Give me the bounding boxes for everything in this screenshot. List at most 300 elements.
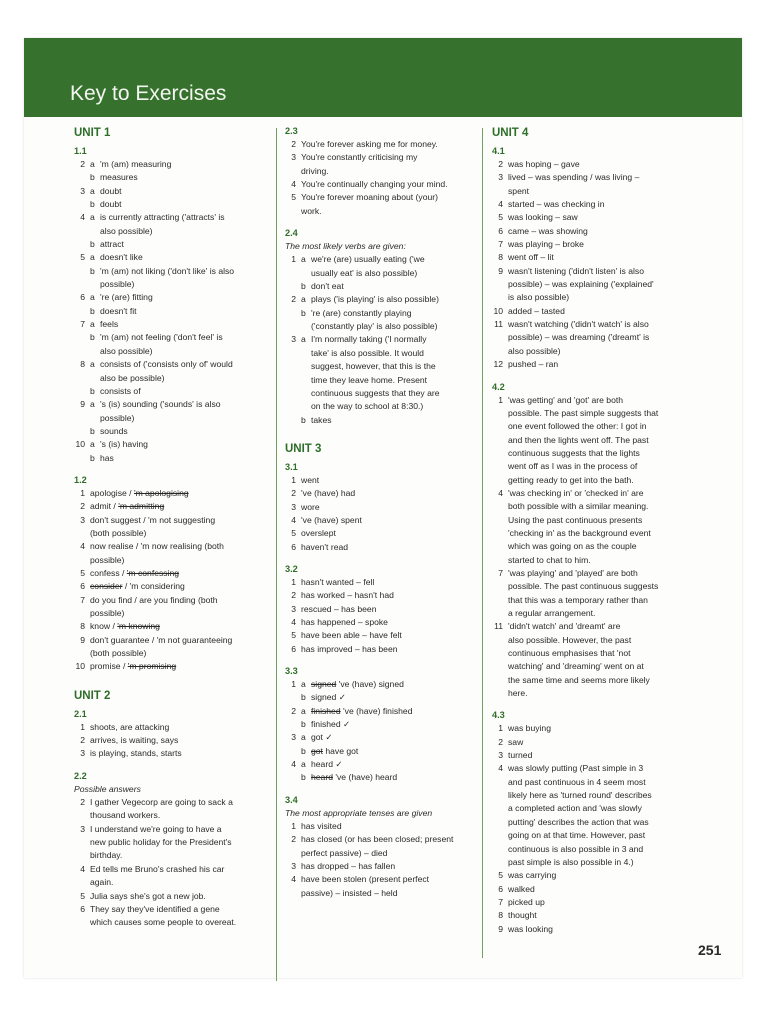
unit-heading: UNIT 4 (492, 127, 529, 139)
item-letter: a (301, 254, 306, 265)
column-2 (285, 125, 485, 900)
answer-line (74, 358, 274, 371)
item-letter: a (90, 159, 95, 169)
item-number: 6 (498, 225, 503, 236)
item-letter: a (90, 359, 95, 370)
answer-text: rescued – has been (301, 603, 377, 614)
item-number: 2 (291, 294, 296, 305)
item-number: 8 (498, 252, 503, 263)
item-number: 2 (291, 705, 296, 716)
item-letter: a (90, 399, 95, 410)
answer-text: signed ✓ (311, 692, 346, 703)
answer-line (285, 629, 485, 642)
item-number: 5 (498, 212, 503, 223)
answer-line (285, 191, 485, 204)
item-number: 6 (80, 581, 85, 592)
item-number: 9 (80, 634, 85, 645)
answer-text: 've (have) heard (332, 772, 398, 783)
item-number: 8 (498, 910, 503, 921)
answer-line (74, 198, 274, 211)
answer-text: doubt (100, 199, 122, 210)
item-number: 4 (291, 874, 296, 885)
struck-answer: 'm promising (127, 661, 177, 672)
header-banner (24, 38, 742, 117)
answer-text: started – was checking in (508, 199, 605, 210)
answer-continuation: ('constantly play' is also possible) (311, 321, 438, 332)
instruction-note: The most appropriate tenses are given (285, 807, 433, 818)
section-heading: 3.2 (285, 563, 298, 574)
section-heading: 4.3 (492, 710, 505, 721)
answer-text: You're forever asking me for money. (301, 139, 438, 149)
item-letter: b (90, 385, 95, 396)
answer-text: Julia says she's got a new job. (90, 890, 206, 901)
answer-continuation: possible. The past simple suggests that (508, 407, 659, 418)
answer-continuation: thousand workers. (90, 810, 161, 821)
answer-text: apologise / (90, 487, 134, 498)
item-number: 3 (80, 514, 85, 525)
answer-text: is currently attracting ('attracts' is (100, 212, 225, 223)
answer-line (492, 225, 702, 238)
item-number: 4 (498, 487, 503, 498)
answer-text: wasn't watching ('didn't watch' is also (508, 319, 649, 330)
answer-line (285, 333, 485, 346)
unit-heading: UNIT 3 (285, 442, 322, 455)
item-number: 4 (291, 179, 296, 190)
item-number: 2 (80, 797, 85, 808)
answer-line (285, 758, 485, 771)
item-number: 1 (291, 474, 296, 485)
answer-text: know / (90, 621, 118, 632)
item-number: 6 (291, 643, 296, 654)
page-title: Key to Exercises (70, 82, 227, 105)
item-letter: b (301, 772, 306, 783)
instruction-note: The most likely verbs are given: (285, 241, 406, 252)
answer-text: was carrying (508, 870, 557, 881)
item-number: 7 (80, 319, 85, 330)
item-number: 1 (291, 821, 296, 832)
item-number: 9 (498, 265, 503, 276)
answer-line (285, 833, 485, 846)
item-letter: b (90, 425, 95, 436)
answer-text: we're (are) usually eating ('we (311, 254, 425, 265)
answer-text: admit / (90, 501, 119, 512)
item-number: 2 (498, 159, 503, 169)
answer-text: 'was checking in' or 'checked in' are (508, 487, 644, 498)
answer-line (74, 452, 274, 465)
struck-answer: 'm admitting (118, 501, 165, 512)
answer-text: overslept (301, 528, 336, 539)
answer-continuation: continuous is also possible in 3 and (508, 843, 644, 854)
section-heading: 4.2 (492, 381, 505, 392)
answer-text: don't eat (311, 281, 344, 292)
item-number: 7 (80, 594, 85, 605)
answer-line (285, 820, 485, 833)
item-number: 12 (493, 359, 503, 370)
answer-continuation: possible) (90, 554, 125, 565)
item-letter: a (301, 732, 306, 743)
item-number: 4 (80, 863, 85, 874)
answer-text: 'm (am) not liking ('don't like' is also (100, 265, 235, 276)
answer-text: went off – lit (508, 252, 554, 263)
answer-continuation: 'checking in' as the background event (508, 527, 651, 538)
answer-line (492, 736, 702, 749)
spacer (285, 785, 485, 794)
item-number: 5 (498, 870, 503, 881)
answer-continuation: one event followed the other: I got in (508, 421, 647, 432)
answer-line (492, 762, 702, 775)
item-number: 4 (80, 212, 85, 223)
answer-line (492, 722, 702, 735)
answer-text: wasn't listening ('didn't listen' is also (508, 265, 645, 276)
answer-line (285, 307, 485, 320)
answer-line (74, 171, 274, 184)
answer-continuation: possible) – was explaining ('explained' (508, 279, 654, 290)
answer-line (492, 749, 702, 762)
answer-text: thought (508, 910, 537, 921)
answer-continuation: again. (90, 877, 114, 888)
answer-continuation: possible) (100, 412, 135, 423)
answer-text: doubt (100, 185, 122, 196)
answer-line (285, 643, 485, 656)
answer-continuation: went off as I was in the process of (508, 461, 638, 472)
item-letter: a (90, 252, 95, 263)
item-number: 4 (291, 616, 296, 627)
item-number: 4 (498, 763, 503, 774)
answer-continuation: and past continuous in 4 seem most (508, 776, 646, 787)
answer-line (74, 594, 274, 607)
answer-line (74, 385, 274, 398)
item-number: 3 (291, 603, 296, 614)
answer-line (285, 253, 485, 266)
item-letter: b (301, 719, 306, 730)
item-number: 3 (291, 334, 296, 345)
answer-text: I'm normally taking ('I normally (311, 334, 427, 345)
item-number: 8 (80, 359, 85, 370)
answer-continuation: suggest, however, that this is the (311, 361, 436, 372)
item-number: 5 (80, 252, 85, 263)
answer-line (285, 527, 485, 540)
answer-text: feels (100, 319, 119, 330)
section-heading: 1.2 (74, 474, 87, 485)
item-number: 1 (498, 723, 503, 734)
answer-text: has closed (or has been closed; present (301, 834, 454, 845)
item-number: 2 (498, 736, 503, 747)
answer-text: lived – was spending / was living – (508, 172, 640, 183)
column-1 (74, 125, 274, 930)
answer-line (285, 718, 485, 731)
answer-continuation: spent (508, 185, 530, 196)
answer-line (285, 691, 485, 704)
answer-line (492, 171, 702, 184)
item-letter: b (301, 281, 306, 292)
item-letter: b (90, 452, 95, 463)
spacer (285, 427, 485, 441)
item-number: 3 (80, 185, 85, 196)
answer-text: finished ✓ (311, 719, 351, 730)
answer-continuation: perfect passive) – died (301, 847, 388, 858)
answer-line (492, 318, 702, 331)
item-number: 5 (291, 192, 296, 203)
item-letter: a (90, 185, 95, 196)
item-number: 6 (80, 903, 85, 914)
item-letter: a (301, 294, 306, 305)
answer-line (285, 745, 485, 758)
answer-line (74, 500, 274, 513)
answer-text: promise / (90, 661, 128, 672)
answer-continuation: watching' and 'dreaming' went on at (508, 661, 644, 672)
answer-text: heard ✓ (311, 759, 343, 770)
answer-continuation: usually eat' is also possible) (311, 267, 418, 278)
item-number: 2 (80, 501, 85, 512)
answer-line (492, 211, 702, 224)
item-number: 2 (80, 735, 85, 746)
item-number: 5 (80, 890, 85, 901)
item-letter: b (90, 305, 95, 316)
item-number: 3 (80, 748, 85, 759)
item-letter: b (301, 307, 306, 318)
answer-continuation: possible) – was dreaming ('dreamt' is (508, 332, 650, 343)
item-number: 1 (80, 487, 85, 498)
answer-text: has dropped – has fallen (301, 861, 396, 872)
answer-line (492, 923, 702, 936)
answer-line (492, 265, 702, 278)
answer-text: has visited (301, 821, 342, 832)
answer-text: 're (are) constantly playing (311, 307, 412, 318)
answer-line (285, 705, 485, 718)
struck-answer: finished (311, 705, 341, 716)
answer-text: don't suggest / 'm not suggesting (90, 514, 216, 525)
answer-line (285, 873, 485, 886)
item-letter: a (90, 292, 95, 303)
answer-line (285, 138, 485, 151)
answer-text: 've (have) finished (340, 705, 413, 716)
answer-continuation: also be possible) (100, 372, 165, 383)
section-heading: 4.1 (492, 146, 505, 156)
answer-continuation: and then the lights went off. The past (508, 434, 649, 445)
answer-line (492, 305, 702, 318)
item-letter: a (90, 212, 95, 223)
answer-continuation: also possible) (100, 345, 153, 356)
answer-text: confess / (90, 567, 127, 578)
item-number: 1 (498, 394, 503, 405)
answer-continuation: that this was a temporary rather than (508, 594, 648, 605)
answer-continuation: also possible) (100, 225, 153, 236)
answer-continuation: which was going on as the couple (508, 541, 637, 552)
answer-text: was looking – saw (508, 212, 578, 223)
item-number: 11 (494, 319, 503, 330)
answer-continuation: new public holiday for the President's (90, 837, 232, 848)
answer-line (285, 860, 485, 873)
answer-text: saw (508, 736, 524, 747)
section-heading: 2.3 (285, 126, 298, 136)
answer-line (74, 438, 274, 451)
item-number: 3 (291, 861, 296, 872)
item-number: 4 (291, 759, 296, 770)
answer-text: have got (322, 745, 359, 756)
answer-text: They say they've identified a gene (90, 903, 220, 914)
answer-continuation: started to chat to him. (508, 554, 591, 565)
answer-text: 've (have) spent (301, 514, 362, 525)
answer-text: 've (have) signed (336, 679, 404, 689)
answer-line (285, 576, 485, 589)
item-number: 11 (494, 621, 503, 632)
answer-text: wore (301, 501, 320, 512)
answer-line (74, 634, 274, 647)
answer-continuation: also possible) (508, 345, 561, 356)
item-number: 4 (498, 199, 503, 210)
answer-continuation: a completed action and 'was slowly (508, 803, 642, 814)
answer-text: shoots, are attacking (90, 721, 170, 732)
answer-line (74, 238, 274, 251)
item-number: 1 (291, 576, 296, 587)
section-heading: 3.1 (285, 461, 298, 472)
answer-text: plays ('is playing' is also possible) (311, 294, 439, 305)
answer-text: now realise / 'm now realising (both (90, 541, 224, 552)
item-letter: a (301, 759, 306, 770)
answer-text: You're forever moaning about (your) (301, 192, 438, 203)
answer-continuation: also possible. However, the past (508, 634, 632, 645)
answer-text: hasn't wanted – fell (301, 576, 375, 587)
answer-continuation: passive) – insisted – held (301, 887, 398, 898)
answer-text: consists of ('consists only of' would (100, 359, 233, 370)
section-heading: 2.4 (285, 228, 298, 239)
answer-line (492, 238, 702, 251)
answer-line (492, 394, 702, 407)
answer-line (285, 541, 485, 554)
answer-line (74, 721, 274, 734)
item-number: 3 (498, 172, 503, 183)
answer-line (285, 178, 485, 191)
answer-text: added – tasted (508, 305, 565, 316)
answer-line (285, 474, 485, 487)
answer-text: was slowly putting (Past simple in 3 (508, 763, 644, 774)
answer-text: arrives, is waiting, says (90, 735, 179, 746)
answer-line (74, 660, 274, 673)
answer-text: was looking (508, 923, 553, 934)
answer-text: I understand we're going to have a (90, 823, 222, 834)
item-number: 2 (291, 834, 296, 845)
spacer (492, 372, 702, 381)
item-letter: b (90, 265, 95, 276)
answer-continuation: going on at that time. However, past (508, 830, 646, 841)
answer-line (74, 567, 274, 580)
item-letter: a (90, 439, 95, 450)
page-number: 251 (698, 942, 722, 958)
struck-answer: 'm knowing (117, 621, 160, 632)
answer-line (74, 211, 274, 224)
spacer (285, 656, 485, 665)
answer-continuation: Using the past continuous presents (508, 514, 643, 525)
answer-text: haven't read (301, 541, 349, 552)
answer-text: got ✓ (311, 732, 333, 743)
answer-text: turned (508, 750, 533, 761)
item-letter: b (90, 172, 95, 183)
answer-text: came – was showing (508, 225, 588, 236)
answer-line (285, 280, 485, 293)
answer-line (74, 540, 274, 553)
answer-line (74, 318, 274, 331)
answer-continuation: driving. (301, 165, 329, 176)
answer-line (492, 896, 702, 909)
item-number: 5 (80, 567, 85, 578)
answer-line (285, 514, 485, 527)
answer-line (74, 265, 274, 278)
answer-line (74, 823, 274, 836)
answer-continuation: both possible with a similar meaning. (508, 501, 649, 512)
item-number: 9 (498, 923, 503, 934)
answer-text: have been able – have felt (301, 630, 402, 641)
answer-continuation: possible. The past continuous suggests (508, 581, 659, 592)
answer-line (285, 616, 485, 629)
answer-text: was playing – broke (508, 239, 584, 250)
struck-answer: got (311, 745, 323, 756)
answer-line (492, 251, 702, 264)
answer-line (74, 331, 274, 344)
answer-key-page (24, 38, 742, 978)
answer-line (74, 734, 274, 747)
answer-line (74, 514, 274, 527)
answer-text: You're continually changing your mind. (301, 179, 448, 190)
answer-text: have been stolen (present perfect (301, 874, 430, 885)
answer-text: was hoping – gave (508, 159, 580, 169)
answer-line (492, 869, 702, 882)
answer-continuation: time they leave home. Present (311, 374, 428, 385)
answer-text: pushed – ran (508, 359, 559, 370)
answer-continuation: likely here as 'turned round' describes (508, 790, 652, 801)
answer-line (492, 909, 702, 922)
struck-answer: signed (311, 679, 337, 689)
answer-line (74, 305, 274, 318)
item-number: 4 (80, 541, 85, 552)
answer-text: 're (are) fitting (100, 292, 153, 303)
answer-text: I gather Vegecorp are going to sack a (90, 797, 233, 808)
answer-line (74, 747, 274, 760)
answer-line (74, 620, 274, 633)
item-number: 7 (498, 567, 503, 578)
instruction-note: Possible answers (74, 783, 141, 794)
answer-continuation: (both possible) (90, 648, 147, 659)
answer-text: has happened – spoke (301, 616, 388, 627)
answer-line (285, 501, 485, 514)
spacer (74, 465, 274, 474)
answer-text: picked up (508, 896, 545, 907)
spacer (74, 761, 274, 770)
answer-continuation: birthday. (90, 850, 123, 861)
answer-continuation: (both possible) (90, 527, 147, 538)
item-number: 10 (75, 661, 85, 672)
answer-text: 'm (am) not feeling ('don't feel' is (100, 332, 223, 343)
answer-continuation: continuous emphasises that 'not (508, 648, 631, 659)
answer-continuation: is also possible) (508, 292, 570, 303)
item-number: 7 (498, 239, 503, 250)
answer-continuation: possible) (90, 608, 125, 618)
item-letter: b (90, 239, 95, 250)
column-divider-2 (482, 128, 483, 958)
answer-text: do you find / are you finding (both (90, 594, 218, 605)
answer-text: has improved – has been (301, 643, 398, 654)
item-letter: a (90, 319, 95, 330)
answer-line (74, 890, 274, 903)
answer-continuation: getting ready to get into the bath. (508, 474, 634, 485)
item-number: 1 (291, 254, 296, 265)
answer-text: don't guarantee / 'm not guaranteeing (90, 634, 233, 645)
answer-text: was buying (508, 723, 551, 734)
answer-text: takes (311, 414, 332, 425)
answer-continuation: which causes some people to overeat. (90, 917, 237, 928)
answer-continuation: take' is also possible. It would (311, 347, 424, 358)
item-number: 6 (80, 292, 85, 303)
answer-line (74, 425, 274, 438)
